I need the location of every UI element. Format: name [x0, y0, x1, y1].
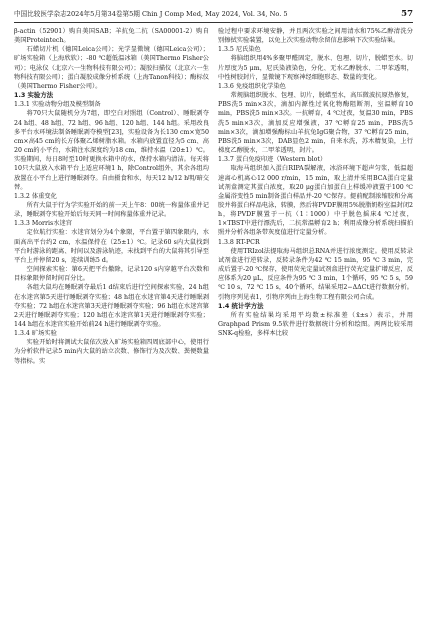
body-paragraph: β-actin（52901）购自美国SAB；羊抗兔二抗（SA00001-2）购自美国Proteintech。	[14, 28, 209, 45]
subsection-heading: 1.3.8 RT-PCR	[218, 238, 260, 246]
subsection-heading: 1.3.7 蛋白免疫印迹（Western blot）	[218, 156, 327, 164]
body-paragraph: 将70只大鼠随机分为7组，即空白对照组（Control）、睡眠剥夺24 h组、48 h组、72 h组、96 h组、120 h组、144 h组。采用改良多平台水环境法制备睡眠剥夺模型[23]，实验设备为长130 cm×宽50 cm×高45 cm的长方体聚乙烯树脂水箱。水箱内放置直径为5 cm、高20 cm的小平台，水箱注水深度约为18 cm，维持水温（20±1）℃。实验期间，每日8时至10时更换水箱中的水，保持水箱内清洁。每天将10只大鼠放入水箱平台上适应环境1 h，除Control组外，其余各组均放置在小平台上进行睡眠剥夺。自由摄食和水，每天12 h/12 h明/暗交替。	[14, 110, 209, 191]
body-paragraph: 各组大鼠均在睡眠剥夺最后1 d结束后进行空间探索实验，24 h组在水迷宫第5天进行睡眠剥夺实验；48 h组在水迷宫第4天进行睡眠剥夺实验；72 h组在水迷宫第3天进行睡眠剥夺实验；96 h组在水迷宫第2天进行睡眠剥夺实验；120 h组在水迷宫第1天进行睡眠剥夺实验；144 h组在水迷宫实验开始前24 h进行睡眠剥夺实验。	[14, 284, 209, 328]
running-header	[14, 8, 413, 23]
body-paragraph: 石蜡切片机（德国Leica公司）；光学显微镜（德国Leica公司）；旷场实验箱（上海欣软）；-80 ℃超低温冰箱（美国Thermo Fisher公司）；电泳仪（北京六一生物科技有限公司）；凝胶扫描仪（北京六一生物科技有限公司）；蛋白凝胶成像分析系统（上海Tanon科技）；酶标仪（美国Thermo Fisher公司）。	[14, 46, 209, 90]
left-column	[14, 27, 209, 366]
right-column	[218, 27, 413, 366]
two-column-body	[14, 27, 413, 366]
page-number: 57	[401, 9, 413, 19]
subsection-heading: 1.3.4 旷场实验	[14, 330, 57, 338]
body-paragraph: 使用TRIzol法提取海马组织总RNA并进行浓度测定。使用反转录试剂盒进行逆转录，反转录条件为42 ℃ 15 min，95 ℃ 3 min，完成后置于-20 ℃保存，使用荧光定量试剂盒进行荧光定量扩增反应，反应体系为20 μL，反应条件为95 ℃ 3 min，1个循环，95 ℃ 5 s，59 ℃ 10 s，72 ℃ 15 s，40个循环，结果采用2−ΔΔCt进行数据分析。引物序列见表1，引物序列由上海生物工程有限公司合成。	[218, 247, 413, 301]
body-paragraph: 取海马组织加入蛋白RIPA裂解液，冰浴环境下超声匀浆，低温超速离心机离心12 000 r/min，15 min，取上清并采用BCA蛋白定量试剂盒测定其蛋白浓度，取20 μg蛋白加蛋白上样缓冲液置于100 ℃金属浴变性5 min制备蛋白样品并-20 ℃保存。提前配制浓缩胶和分离胶并将蛋白样品电泳，转膜，然后将PVDF膜用5%脱脂奶粉室温封闭2 h，将PVDF膜置于一抗（1∶1000）中于脱色摇床4 ℃过夜，1×TBST中进行漂洗后，二抗常温孵育2 h；利用成像分析系统扫描拍照并分析各组条带灰度值进行定量分析。	[218, 165, 413, 237]
subsection-heading: 1.3.6 免疫组织化学染色	[218, 82, 286, 90]
subsection-heading: 1.3.2 体重变化	[14, 192, 57, 200]
section-heading: 1.4 统计学方法	[218, 301, 264, 310]
subsection-heading: 1.3.3 Morris水迷宫	[14, 220, 72, 228]
section-heading: 1.3 实验方法	[14, 91, 54, 100]
body-paragraph: 验过程中要求环境安静，并且两次实验之间用清水和75%乙醇清洗分别擦拭实验装置，以免上次实验动物余留信息影响下次实验结果。	[218, 28, 413, 45]
body-paragraph: 所有实验结果均采用平均数±标准差（x̄±s）表示，并用Graphpad Prism 9.5软件进行数据统计分析和绘图。两两比较采用SNK-q检验，多样本比较	[218, 311, 413, 338]
body-paragraph: 定位航行实验：水迷宫划分为4个象限，平台置于第四象限内，水面高出平台约2 cm，水温保持在（25±1）℃。记录60 s内大鼠找到平台时游泳的距离、时间以及游泳轨迹，未找到平台的大鼠将其引导至平台上并停留20 s，连续训练5 d。	[14, 229, 209, 264]
body-paragraph: 常规脑组织脱水、包埋、切片，脱蜡至水，高压微波抗原热修复，PBS洗5 min×3次，滴加内源性过氧化物酶阻断剂，室温孵育10 min，PBS洗5 min×3次。一抗孵育，4 ℃过夜，复温30 min，PBS洗5 min×3次，滴加反应增强液，37 ℃孵育25 min，PBS洗5 min×3次，滴加增强酶标山羊抗兔IgG聚合物，37 ℃孵育25 min，PBS洗5 min×3次，DAB显色2 min，自来水洗，苏木精复染，上行梯度乙醇脱水，二甲苯透明，封片。	[218, 92, 413, 155]
body-paragraph: 所有大鼠于行为学实验开始的前一天上午8：00统一称量体重并记录，睡眠剥夺实验开始后每天同一时间称量体重并记录。	[14, 201, 209, 219]
subsection-heading: 1.3.1 实验动物分组及模型制备	[14, 101, 101, 109]
body-paragraph: 将脑组织用4%多聚甲醛固定，脱水、包埋、切片，脱蜡至水。切片厚度为5 μm，尼氏染液染色，分化、无水乙醇脱水、二甲苯透明，中性树胶封片，显微镜下观察神经细胞形态、数量的变化。	[218, 55, 413, 81]
subsection-heading: 1.3.5 尼氏染色	[218, 46, 261, 54]
journal-citation: 中国比较医学杂志2024年5月第34卷第5期 Chin J Comp Med, May 2024, Vol. 34, No. 5	[14, 10, 288, 18]
body-paragraph: 实验开始时将测试大鼠依次放入旷场实验箱四周底部中心，使用行为分析软件记录5 min内大鼠的站立次数、修饰行为及次数、粪便数量等指标。实	[14, 339, 209, 365]
body-paragraph: 空间探索实验：第6天把平台撤除，记录120 s内穿越平台次数和目标象限停留时间百分比。	[14, 266, 209, 283]
